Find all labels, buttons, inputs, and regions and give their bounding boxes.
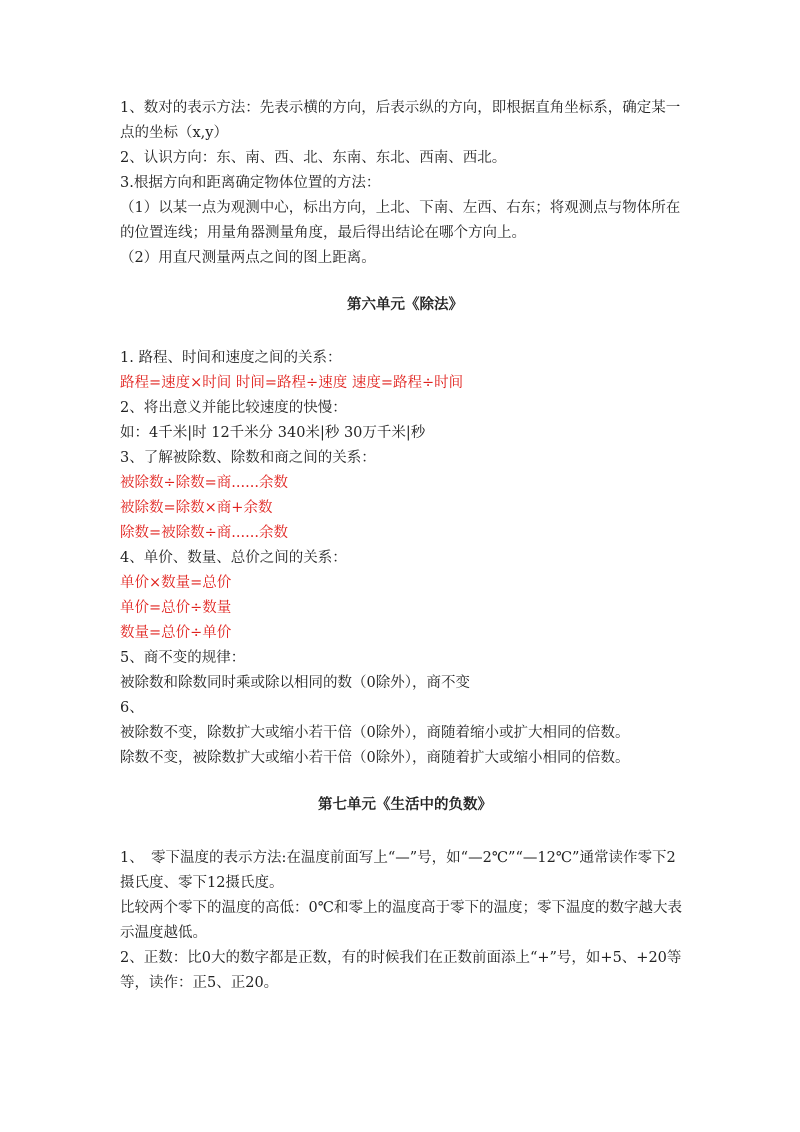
unit-6-line-3: 2、将出意义并能比较速度的快慢： — [120, 400, 347, 416]
unit-7-line-2: 比较两个零下的温度的高低：0℃和零上的温度高于零下的温度；零下温度的数字越大表示温度越低。 — [120, 900, 682, 941]
position-method-heading: 3.根据方向和距离确定物体位置的方法： — [120, 175, 381, 191]
unit-6-line-1: 1. 路程、时间和速度之间的关系： — [120, 350, 342, 366]
coordinate-pair-text: 1、数对的表示方法：先表示横的方向，后表示纵的方向，即根据直角坐标系，确定某一点的坐标（x,y） — [120, 100, 681, 141]
unit-6-line-5: 3、了解被除数、除数和商之间的关系： — [120, 450, 376, 466]
unit-7-line-1: 1、 零下温度的表示方法:在温度前面写上“—”号，如“—2℃”“—12℃”通常读作零下2摄氏度、零下12摄氏度。 — [120, 850, 676, 891]
division-formula-3: 除数=被除数÷商......余数 — [120, 525, 288, 541]
price-formula-3: 数量=总价÷单价 — [120, 625, 232, 641]
position-method-step-1: （1）以某一点为观测中心，标出方向，上北、下南、左西、右东；将观测点与物体所在的位置连线；用量角器测量角度，最后得出结论在哪个方向上。 — [120, 200, 681, 241]
unit-7-line-3: 2、正数：比0大的数字都是正数，有的时候我们在正数前面添上“+”号，如+5、+20等等，读作：正5、正20。 — [120, 950, 682, 991]
price-formula-1: 单价×数量=总价 — [120, 575, 232, 591]
unit-6-line-14: 被除数和除数同时乘或除以相同的数（0除外），商不变 — [120, 675, 470, 691]
division-formula-2: 被除数=除数×商+余数 — [120, 500, 273, 516]
document-page — [120, 96, 690, 996]
unit-6-line-16: 被除数不变，除数扩大或缩小若干倍（0除外），商随着缩小或扩大相同的倍数。 — [120, 725, 630, 741]
unit-6-line-17: 除数不变，被除数扩大或缩小若干倍（0除外），商随着扩大或缩小相同的倍数。 — [120, 750, 630, 766]
unit-6-title: 第六单元《除法》 — [347, 297, 463, 313]
unit-6-line-13: 5、商不变的规律： — [120, 650, 246, 666]
speed-formula: 路程=速度×时间 时间=路程÷速度 速度=路程÷时间 — [120, 375, 464, 391]
unit-6-line-9: 4、单价、数量、总价之间的关系： — [120, 550, 347, 566]
direction-text: 2、认识方向：东、南、西、北、东南、东北、西南、西北。 — [120, 150, 507, 166]
division-formula-1: 被除数÷除数=商......余数 — [120, 475, 288, 491]
unit-7-title: 第七单元《生活中的负数》 — [318, 797, 492, 813]
price-formula-2: 单价=总价÷数量 — [120, 600, 232, 616]
unit-6-line-15: 6、 — [120, 700, 144, 716]
speed-example: 如：4千米|时 12千米分 340米|秒 30万千米|秒 — [120, 425, 426, 441]
position-method-step-2: （2）用直尺测量两点之间的图上距离。 — [120, 250, 376, 266]
